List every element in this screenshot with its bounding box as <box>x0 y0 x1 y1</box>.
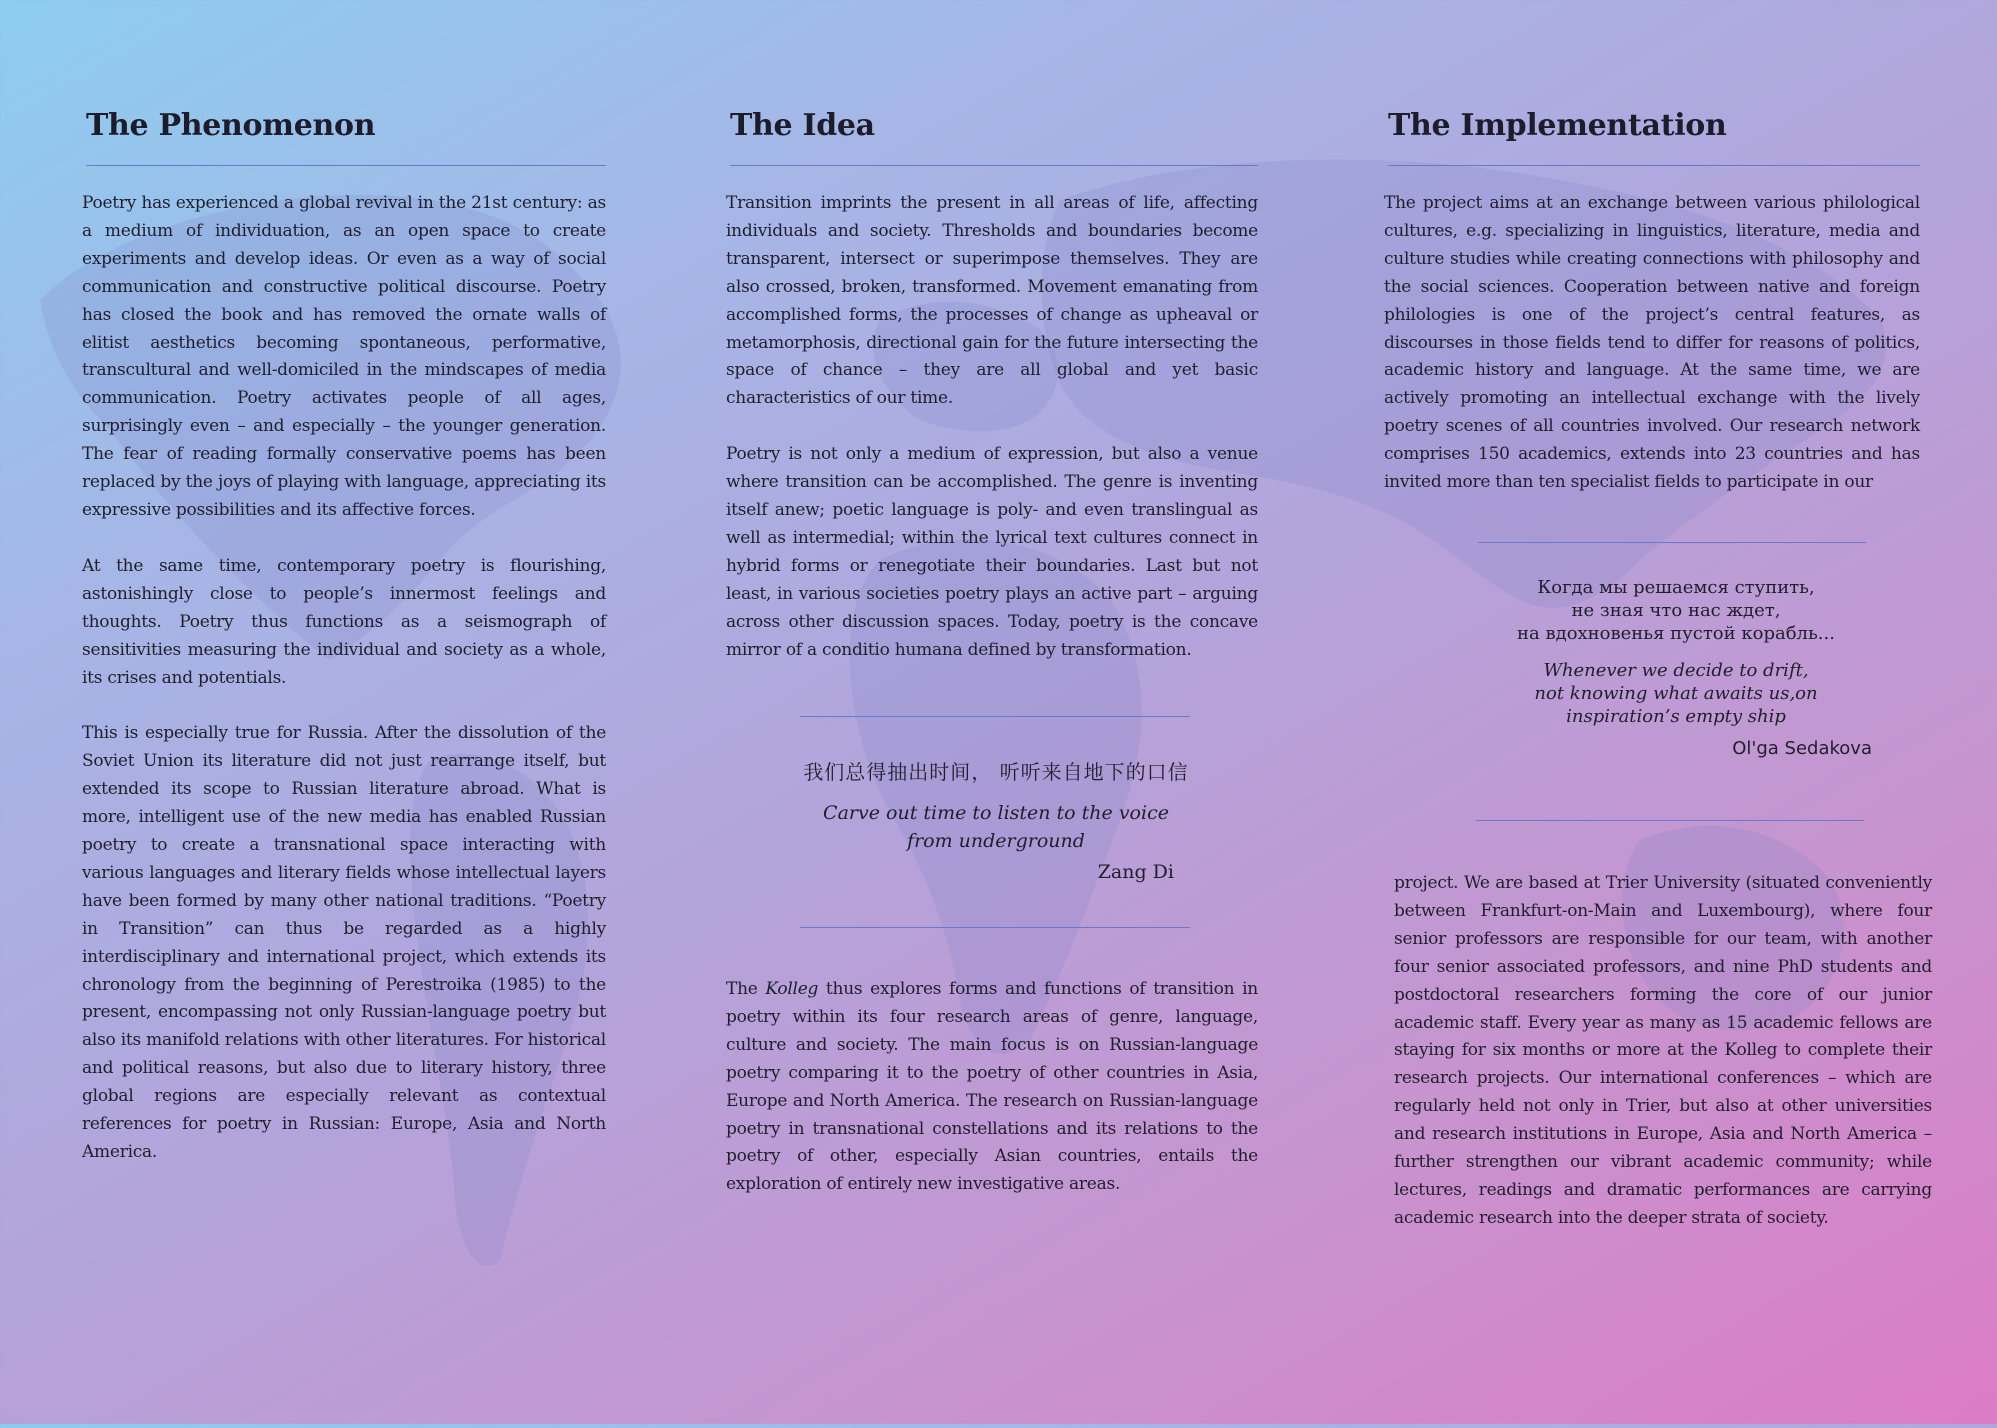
quote-translation-line: Carve out time to listen to the voice <box>823 802 1169 824</box>
quote-divider-bottom <box>800 927 1190 928</box>
heading-phenomenon: The Phenomenon <box>86 108 376 143</box>
quote-divider-top <box>1478 542 1866 543</box>
quote-translation-line: inspiration’s empty ship <box>1566 706 1786 727</box>
column-idea <box>726 108 1258 693</box>
kolleg-emphasis: Kolleg <box>765 979 819 999</box>
quote-original-line: на вдохновенья пустой корабль... <box>1517 623 1835 644</box>
quote-translation-line: Whenever we decide to drift, <box>1543 660 1809 681</box>
heading-divider <box>86 165 606 166</box>
quote-original-line: не зная что нас ждет, <box>1571 600 1781 621</box>
quote-translation <box>770 799 1222 855</box>
closing-rest-text: thus explores forms and functions of transition in poetry within its four research areas of genre, language, culture and society. The main focus is on Russian-language poetry comparing it to the poetry of other countries in Asia, Europe and North America. The research on Russian-language poetry in transnational constellations and its relations to the poetry of other, especially Asian countries, entails the exploration of entirely new investigative areas. <box>726 979 1258 1195</box>
closing-lead-text: The <box>726 979 766 999</box>
idea-paragraph-3 <box>726 976 1258 1199</box>
heading-divider <box>1388 165 1920 166</box>
quote-author: Ol'ga Sedakova <box>1732 738 1872 759</box>
idea-paragraph-1: Transition imprints the present in all areas of life, affecting individuals and society. Thresholds and boundaries become transparent, intersect or superimpose themselves. They are also crossed, broken, transformed. Movement emanating from accomplished forms, the processes of change as upheaval or metamorphosis, directional gain for the future intersecting the space of chance – they are all global and yet basic characteristics of our time. <box>726 193 1258 409</box>
quote-divider-top <box>800 716 1190 717</box>
column-implementation <box>1384 108 1920 525</box>
quote-original-chinese: 我们总得抽出时间， 听听来自地下的口信 <box>803 760 1189 784</box>
quote-zang-di <box>770 756 1222 883</box>
quote-author: Zang Di <box>1097 861 1174 883</box>
quote-translation <box>1456 659 1896 728</box>
column-phenomenon <box>82 108 606 1195</box>
quote-translation-line: from underground <box>907 830 1085 852</box>
idea-closing <box>726 976 1258 1227</box>
implementation-paragraph-bottom: project. We are based at Trier University (situated conveniently between Frankfurt-on-Main and Luxembourg), where four senior professors are responsible for our team, with another four senior associated professors, and nine PhD students and postdoctoral researchers forming the core of our junior academic staff. Every year as many as 15 academic fellows are staying for six months or more at the Kolleg to complete their research projects. Our international conferences – which are regularly held not only in Trier, but also at other universities and research institutions in Europe, Asia and North America – further strengthen our vibrant academic community; while lectures, readings and dramatic performances are carrying academic research into the deeper strata of society. <box>1394 873 1932 1228</box>
heading-divider <box>730 165 1258 166</box>
idea-paragraph-2: Poetry is not only a medium of expression, but also a venue where transition can be accomplished. The genre is inventing itself anew; poetic language is poly- and even translingual as well as intermedial; within the lyrical text cultures connect in hybrid forms or renegotiate their boundaries. Last but not least, in various societies poetry plays an active part – arguing across other discussion spaces. Today, poetry is the concave mirror of a conditio humana defined by transformation. <box>726 444 1258 660</box>
heading-idea: The Idea <box>730 108 875 143</box>
quote-original-line: Когда мы решаемся ступить, <box>1537 577 1815 598</box>
heading-implementation: The Implementation <box>1388 108 1727 143</box>
quote-original-russian <box>1456 576 1896 645</box>
quote-translation-line: not knowing what awaits us,on <box>1534 683 1818 704</box>
quote-divider-bottom <box>1476 820 1864 821</box>
quote-sedakova <box>1456 576 1896 759</box>
phenomenon-paragraph-1: Poetry has experienced a global revival in the 21st century: as a medium of individuation, as an open space to create experiments and develop ideas. Or even as a way of social communication and constructive political discourse. Poetry has closed the book and has removed the ornate walls of elitist aesthetics becoming spontaneous, performative, transcultural and well-domiciled in the mindscapes of media communication. Poetry activates people of all ages, surprisingly even – and especially – the younger generation. The fear of reading formally conservative poems has been replaced by the joys of playing with language, appreciating its expressive possibilities and its affective forces. <box>82 193 606 520</box>
implementation-paragraph-top: The project aims at an exchange between various philological cultures, e.g. specializing in linguistics, literature, media and culture studies while creating connections with philosophy and the social sciences. Cooperation between native and foreign philologies is one of the project’s central features, as discourses in those fields tend to differ for reasons of politics, academic history and language. At the same time, we are actively promoting an intellectual exchange with the lively poetry scenes of all countries involved. Our research network comprises 150 academics, extends into 23 countries and has invited more than ten specialist fields to participate in our <box>1384 193 1920 493</box>
phenomenon-paragraph-2: At the same time, contemporary poetry is flourishing, astonishingly close to people’s innermost feelings and thoughts. Poetry thus functions as a seismograph of sensitivities measuring the individual and society as a whole, its crises and potentials. <box>82 555 606 688</box>
phenomenon-paragraph-3: This is especially true for Russia. After the dissolution of the Soviet Union its literature did not just rearrange itself, but extended its scope to Russian literature abroad. What is more, intelligent use of the new media has enabled Russian poetry to create a transnational space interacting with various languages and literary fields whose intellectual layers have been formed by many other national traditions. “Poetry in Transition” can thus be regarded as a highly interdisciplinary and international project, which extends its chronology from the beginning of Perestroika (1985) to the present, encompassing not only Russian-language poetry but also its manifold relations with other literatures. For historical and political reasons, but also due to literary history, three global regions are especially relevant as contextual references for poetry in Russian: Europe, Asia and North America. <box>82 723 606 1162</box>
implementation-continued <box>1394 870 1932 1261</box>
